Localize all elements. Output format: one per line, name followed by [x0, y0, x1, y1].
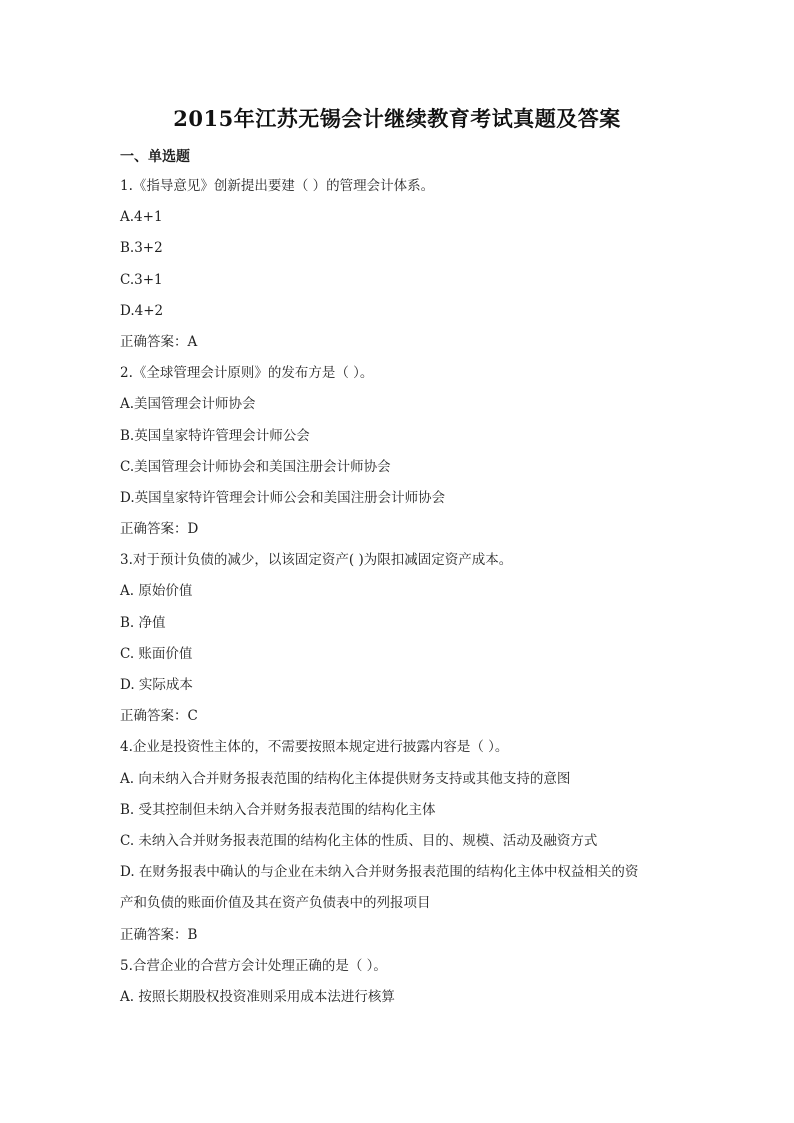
- text-line: 3.对于预计负债的减少，以该固定资产( )为限扣减固定资产成本。: [120, 552, 513, 569]
- section-heading: 一、单选题: [120, 149, 190, 165]
- text-line: D. 实际成本: [120, 677, 193, 693]
- answer-line: 正确答案：D: [120, 521, 199, 538]
- text-line: C. 账面价值: [120, 645, 193, 662]
- answer-line: 正确答案：A: [120, 333, 198, 350]
- text-line: B.3+2: [120, 240, 163, 257]
- text-line: C.美国管理会计师协会和美国注册会计师协会: [120, 458, 391, 475]
- text-line: A. 按照长期股权投资准则采用成本法进行核算: [120, 988, 395, 1005]
- text-line: 2.《全球管理会计原则》的发布方是（ ）。: [120, 365, 374, 382]
- text-line: B. 净值: [120, 614, 166, 631]
- text-line: A.4+1: [120, 209, 163, 226]
- answer-line: 正确答案：C: [120, 708, 198, 725]
- text-line: D.4+2: [120, 302, 164, 319]
- text-line: D.英国皇家特许管理会计师公会和美国注册会计师协会: [120, 489, 446, 506]
- text-line: A. 原始价值: [120, 583, 193, 600]
- text-line: 4.企业是投资性主体的，不需要按照本规定进行披露内容是（ ）。: [120, 739, 509, 756]
- text-line: D. 在财务报表中确认的与企业在未纳入合并财务报表范围的结构化主体中权益相关的资: [120, 864, 639, 881]
- text-line: 产和负债的账面价值及其在资产负债表中的列报项目: [120, 895, 431, 912]
- text-line: A. 向未纳入合并财务报表范围的结构化主体提供财务支持或其他支持的意图: [120, 770, 571, 787]
- text-line: 1.《指导意见》创新提出要建（ ）的管理会计体系。: [120, 178, 435, 194]
- text-line: C. 未纳入合并财务报表范围的结构化主体的性质、目的、规模、活动及融资方式: [120, 832, 598, 849]
- text-line: C.3+1: [120, 271, 163, 288]
- text-line: 5.合营企业的合营方会计处理正确的是（ ）。: [120, 957, 387, 974]
- page-title: 2015年江苏无锡会计继续教育考试真题及答案: [173, 106, 621, 131]
- text-line: B.英国皇家特许管理会计师公会: [120, 427, 310, 444]
- answer-line: 正确答案：B: [120, 926, 198, 943]
- text-line: B. 受其控制但未纳入合并财务报表范围的结构化主体: [120, 801, 436, 818]
- question-list: [120, 176, 665, 1018]
- text-line: A.美国管理会计师协会: [120, 396, 256, 413]
